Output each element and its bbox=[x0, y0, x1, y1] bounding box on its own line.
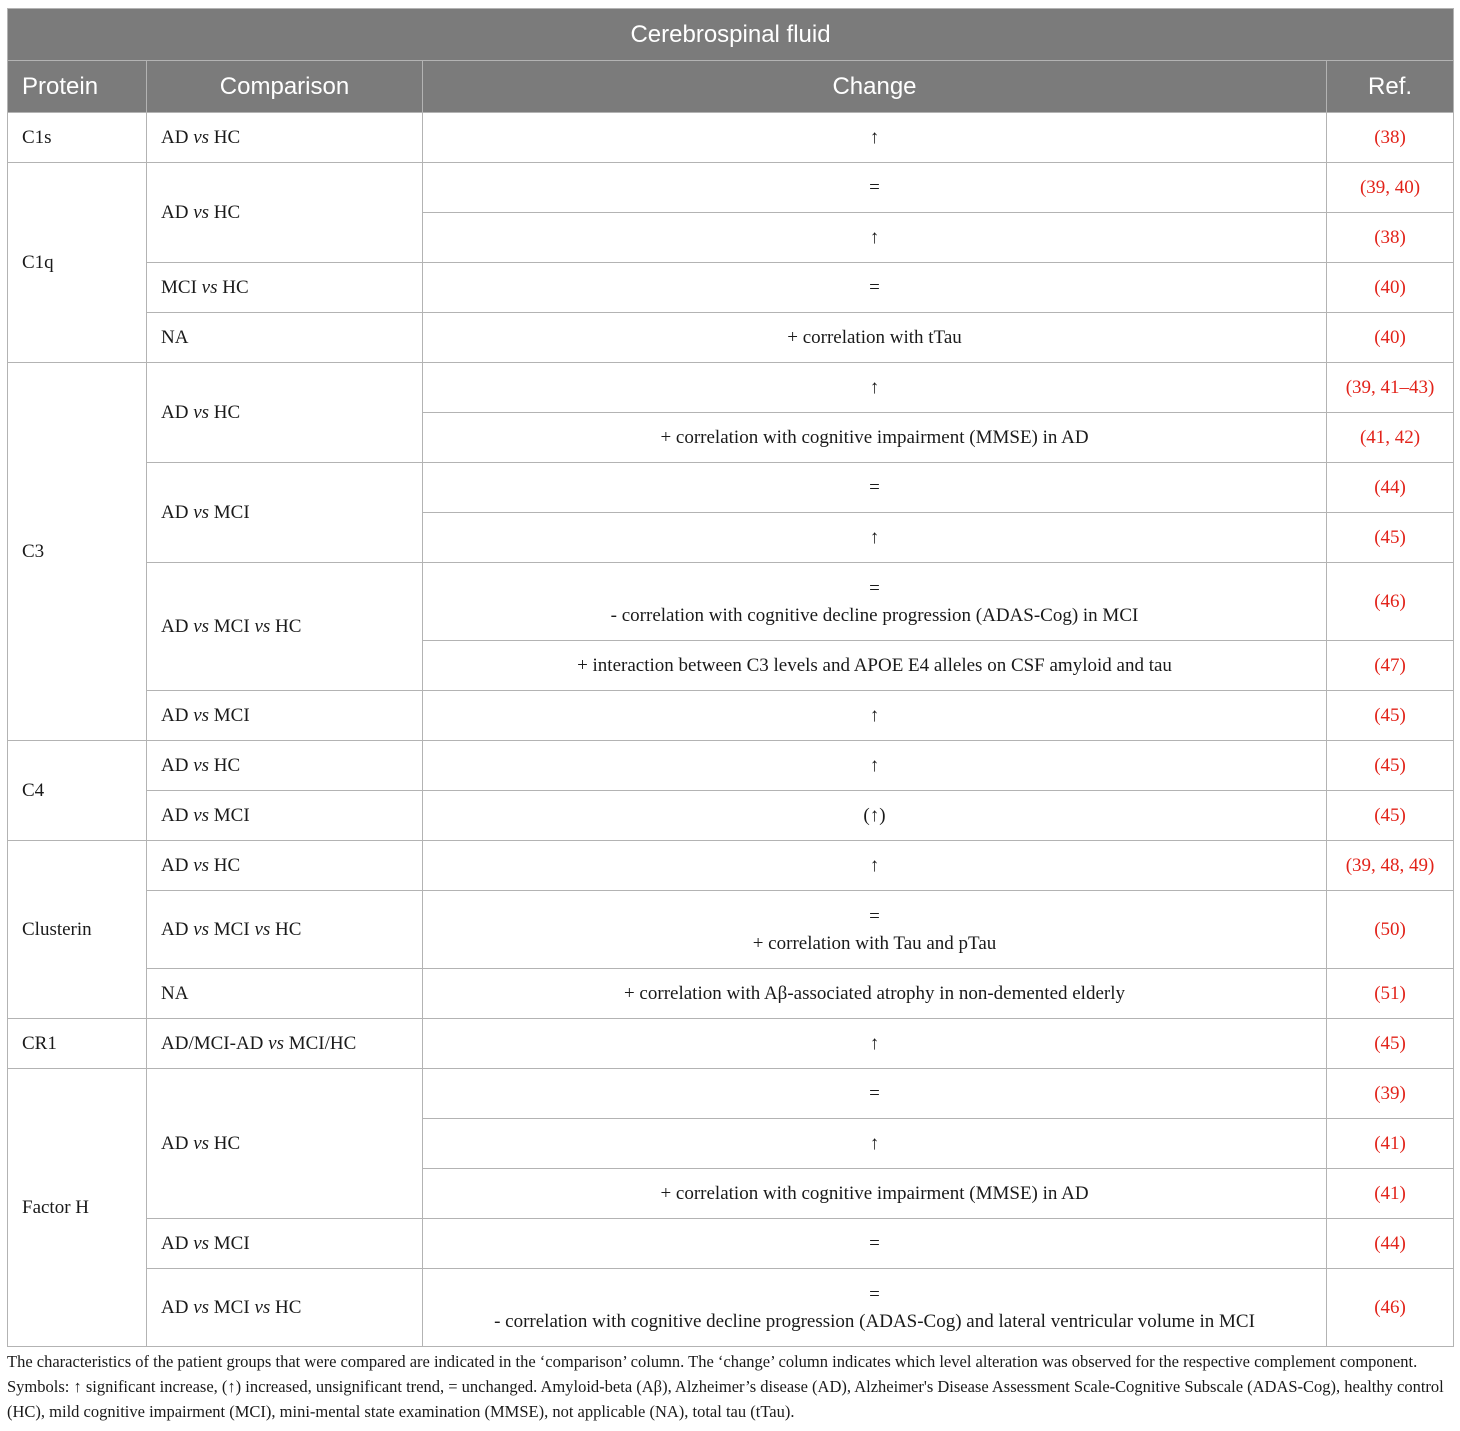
protein-cell: C1s bbox=[8, 113, 147, 163]
ref-cell: (44) bbox=[1327, 463, 1454, 513]
comparison-cell: AD/MCI-AD vs MCI/HC bbox=[147, 1019, 423, 1069]
ref-cell: (45) bbox=[1327, 791, 1454, 841]
change-cell: ↑ bbox=[423, 213, 1327, 263]
comparison-cell: AD vs HC bbox=[147, 741, 423, 791]
change-line: - correlation with cognitive decline progression (ADAS-Cog) in MCI bbox=[610, 604, 1139, 626]
table-row bbox=[8, 1069, 1454, 1119]
table-row bbox=[8, 113, 1454, 163]
protein-cell: C4 bbox=[8, 741, 147, 841]
change-cell bbox=[423, 563, 1327, 641]
ref-cell: (45) bbox=[1327, 1019, 1454, 1069]
change-cell: = bbox=[423, 1069, 1327, 1119]
comparison-cell: AD vs MCI vs HC bbox=[147, 891, 423, 969]
table-row bbox=[8, 1269, 1454, 1347]
ref-cell: (39, 40) bbox=[1327, 163, 1454, 213]
comparison-cell: NA bbox=[147, 969, 423, 1019]
change-cell: + correlation with Aβ-associated atrophy in non-demented elderly bbox=[423, 969, 1327, 1019]
ref-cell: (46) bbox=[1327, 563, 1454, 641]
table-row bbox=[8, 791, 1454, 841]
change-cell: ↑ bbox=[423, 113, 1327, 163]
change-cell: ↑ bbox=[423, 1119, 1327, 1169]
protein-cell: CR1 bbox=[8, 1019, 147, 1069]
table-row bbox=[8, 1019, 1454, 1069]
comparison-cell: AD vs HC bbox=[147, 1069, 423, 1219]
table-row bbox=[8, 263, 1454, 313]
table-footnote: The characteristics of the patient groups that were compared are indicated in the ‘comparison’ column. The ‘change’ column indicates which level alteration was observed for the respective complement component. Symbols: ↑ significant increase, (↑) increased, unsignificant trend, = unchanged. Amyloid-beta (Aβ), Alzheimer’s disease (AD), Alzheimer's Disease Assessment Scale-Cognitive Subscale (ADAS-Cog), healthy control (HC), mild cognitive impairment (MCI), mini-mental state examination (MMSE), not applicable (NA), total tau (tTau). bbox=[7, 1352, 1444, 1421]
change-cell bbox=[423, 891, 1327, 969]
change-line: + correlation with Tau and pTau bbox=[752, 932, 997, 954]
change-cell: ↑ bbox=[423, 741, 1327, 791]
protein-cell: Clusterin bbox=[8, 841, 147, 1019]
ref-cell: (39, 41–43) bbox=[1327, 363, 1454, 413]
ref-cell: (45) bbox=[1327, 513, 1454, 563]
comparison-cell: AD vs MCI vs HC bbox=[147, 563, 423, 691]
header-protein: Protein bbox=[8, 61, 147, 113]
table-row bbox=[8, 1219, 1454, 1269]
ref-cell: (44) bbox=[1327, 1219, 1454, 1269]
ref-cell: (40) bbox=[1327, 263, 1454, 313]
comparison-cell: AD vs MCI bbox=[147, 691, 423, 741]
change-cell: ↑ bbox=[423, 513, 1327, 563]
change-cell: = bbox=[423, 163, 1327, 213]
table-row bbox=[8, 363, 1454, 413]
protein-cell: C3 bbox=[8, 363, 147, 741]
table-row bbox=[8, 741, 1454, 791]
change-cell: ↑ bbox=[423, 691, 1327, 741]
change-cell: = bbox=[423, 463, 1327, 513]
header-ref: Ref. bbox=[1327, 61, 1454, 113]
ref-cell: (41, 42) bbox=[1327, 413, 1454, 463]
change-line: - correlation with cognitive decline progression (ADAS-Cog) and lateral ventricular volume in MCI bbox=[494, 1310, 1255, 1332]
ref-cell: (39, 48, 49) bbox=[1327, 841, 1454, 891]
comparison-cell: AD vs MCI bbox=[147, 791, 423, 841]
change-cell: ↑ bbox=[423, 1019, 1327, 1069]
table-row bbox=[8, 691, 1454, 741]
change-cell: + correlation with cognitive impairment (MMSE) in AD bbox=[423, 1169, 1327, 1219]
comparison-cell: AD vs HC bbox=[147, 841, 423, 891]
comparison-cell: AD vs HC bbox=[147, 363, 423, 463]
comparison-cell: NA bbox=[147, 313, 423, 363]
ref-cell: (39) bbox=[1327, 1069, 1454, 1119]
change-cell: + correlation with cognitive impairment (MMSE) in AD bbox=[423, 413, 1327, 463]
ref-cell: (41) bbox=[1327, 1169, 1454, 1219]
ref-cell: (47) bbox=[1327, 641, 1454, 691]
ref-cell: (51) bbox=[1327, 969, 1454, 1019]
comparison-cell: AD vs HC bbox=[147, 163, 423, 263]
ref-cell: (41) bbox=[1327, 1119, 1454, 1169]
table-row bbox=[8, 563, 1454, 641]
change-cell: = bbox=[423, 263, 1327, 313]
ref-cell: (46) bbox=[1327, 1269, 1454, 1347]
table-row bbox=[8, 969, 1454, 1019]
ref-cell: (38) bbox=[1327, 113, 1454, 163]
change-cell: (↑) bbox=[423, 791, 1327, 841]
ref-cell: (40) bbox=[1327, 313, 1454, 363]
header-change: Change bbox=[423, 61, 1327, 113]
table-row bbox=[8, 313, 1454, 363]
comparison-cell: AD vs MCI bbox=[147, 1219, 423, 1269]
ref-cell: (45) bbox=[1327, 741, 1454, 791]
protein-cell: Factor H bbox=[8, 1069, 147, 1347]
change-cell bbox=[423, 1269, 1327, 1347]
change-cell: + correlation with tTau bbox=[423, 313, 1327, 363]
comparison-cell: AD vs MCI bbox=[147, 463, 423, 563]
table-row bbox=[8, 163, 1454, 213]
protein-cell: C1q bbox=[8, 163, 147, 363]
header-comparison: Comparison bbox=[147, 61, 423, 113]
comparison-cell: AD vs MCI vs HC bbox=[147, 1269, 423, 1347]
ref-cell: (45) bbox=[1327, 691, 1454, 741]
change-cell: ↑ bbox=[423, 363, 1327, 413]
csf-table bbox=[7, 8, 1454, 1347]
change-cell: = bbox=[423, 1219, 1327, 1269]
change-line: = bbox=[869, 577, 880, 599]
table-caption: Cerebrospinal fluid bbox=[8, 9, 1454, 61]
comparison-cell: MCI vs HC bbox=[147, 263, 423, 313]
comparison-cell: AD vs HC bbox=[147, 113, 423, 163]
change-cell: + interaction between C3 levels and APOE E4 alleles on CSF amyloid and tau bbox=[423, 641, 1327, 691]
table-row bbox=[8, 463, 1454, 513]
ref-cell: (38) bbox=[1327, 213, 1454, 263]
change-cell: ↑ bbox=[423, 841, 1327, 891]
change-line: = bbox=[869, 1283, 880, 1305]
change-line: = bbox=[869, 905, 880, 927]
table-row bbox=[8, 891, 1454, 969]
table-row bbox=[8, 841, 1454, 891]
ref-cell: (50) bbox=[1327, 891, 1454, 969]
